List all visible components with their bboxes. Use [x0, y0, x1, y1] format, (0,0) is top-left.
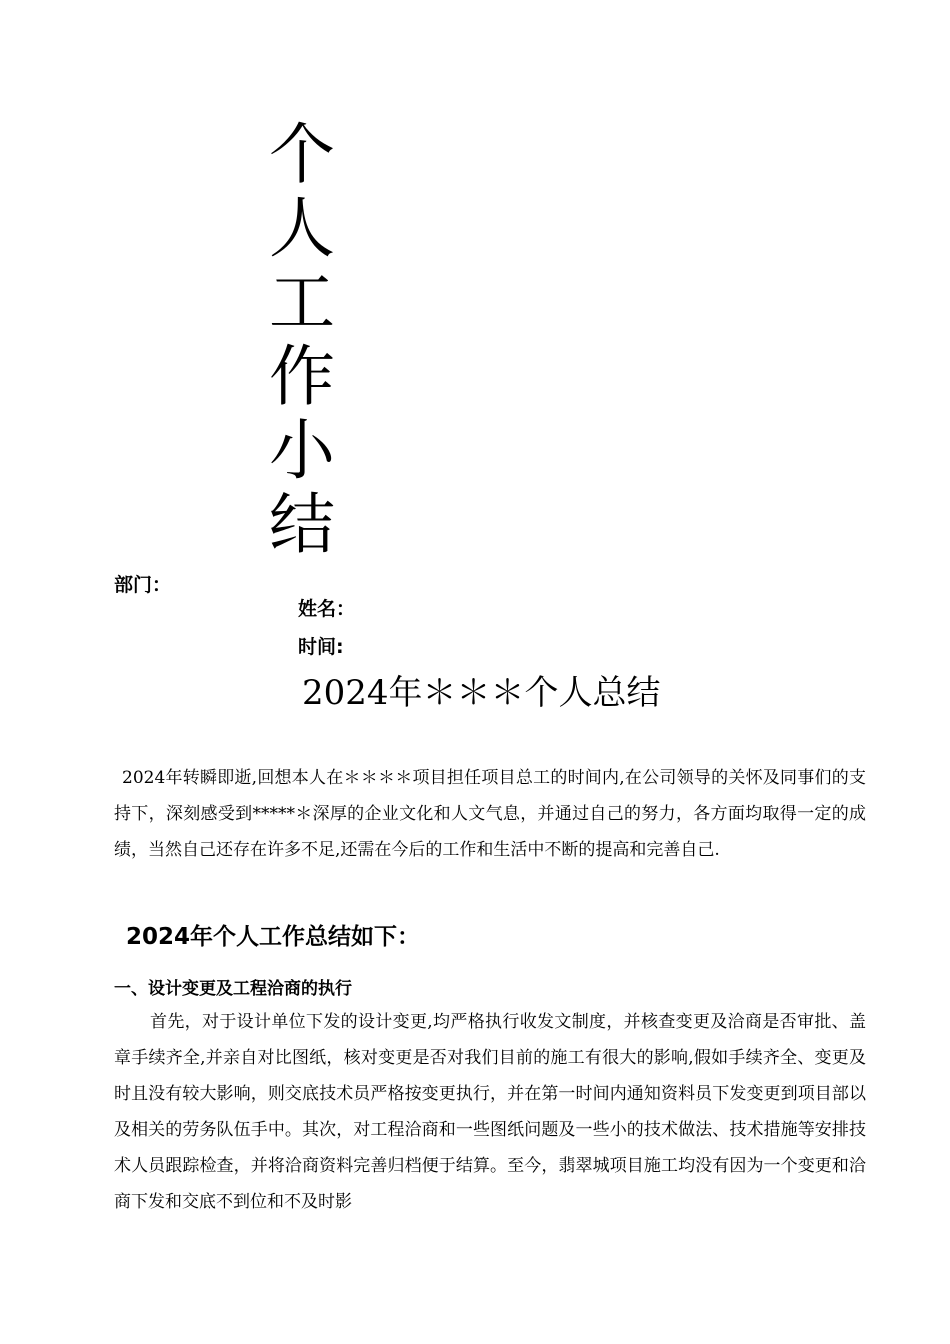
- document-title: 2024年＊＊＊个人总结: [302, 673, 661, 713]
- name-label: 姓名：: [298, 598, 356, 620]
- time-label: 时间:: [298, 636, 344, 658]
- subsection-body: 首先，对于设计单位下发的设计变更,均严格执行收发文制度，并核查变更及洽商是否审批、盖章手续齐全,并亲自对比图纸，核对变更是否对我们目前的施工有很大的影响,假如手续齐全、变更及时且没有较大影响，则交底技术员严格按变更执行，并在第一时间内通知资料员下发变更到项目部以及相关的劳务队伍手中。其次，对工程洽商和一些图纸问题及一些小的技术做法、技术措施等安排技术人员跟踪检查，并将洽商资料完善归档便于结算。至今，翡翠城项目施工均没有因为一个变更和洽商下发和交底不到位和不及时影: [114, 1012, 866, 1212]
- intro-paragraph: 2024年转瞬即逝,回想本人在＊＊＊＊项目担任项目总工的时间内,在公司领导的关怀及同事们的支持下，深刻感受到*****＊深厚的企业文化和人文气息，并通过自己的努力，各方面均取得一定的成绩，当然自己还存在许多不足,还需在今后的工作和生活中不断的提高和完善自己.: [114, 768, 866, 860]
- cover-title: [262, 118, 342, 562]
- section-heading: 2024年个人工作总结如下：: [126, 924, 421, 950]
- cover-title-char: 小: [269, 412, 335, 489]
- cover-title-char: 工: [269, 264, 335, 341]
- cover-title-char: 人: [269, 190, 335, 267]
- cover-title-char: 个: [269, 116, 335, 193]
- cover-title-char: 结: [269, 486, 335, 563]
- cover-title-char: 作: [269, 338, 335, 415]
- department-label: 部门：: [114, 574, 172, 596]
- subsection-heading: 一、设计变更及工程洽商的执行: [114, 979, 352, 999]
